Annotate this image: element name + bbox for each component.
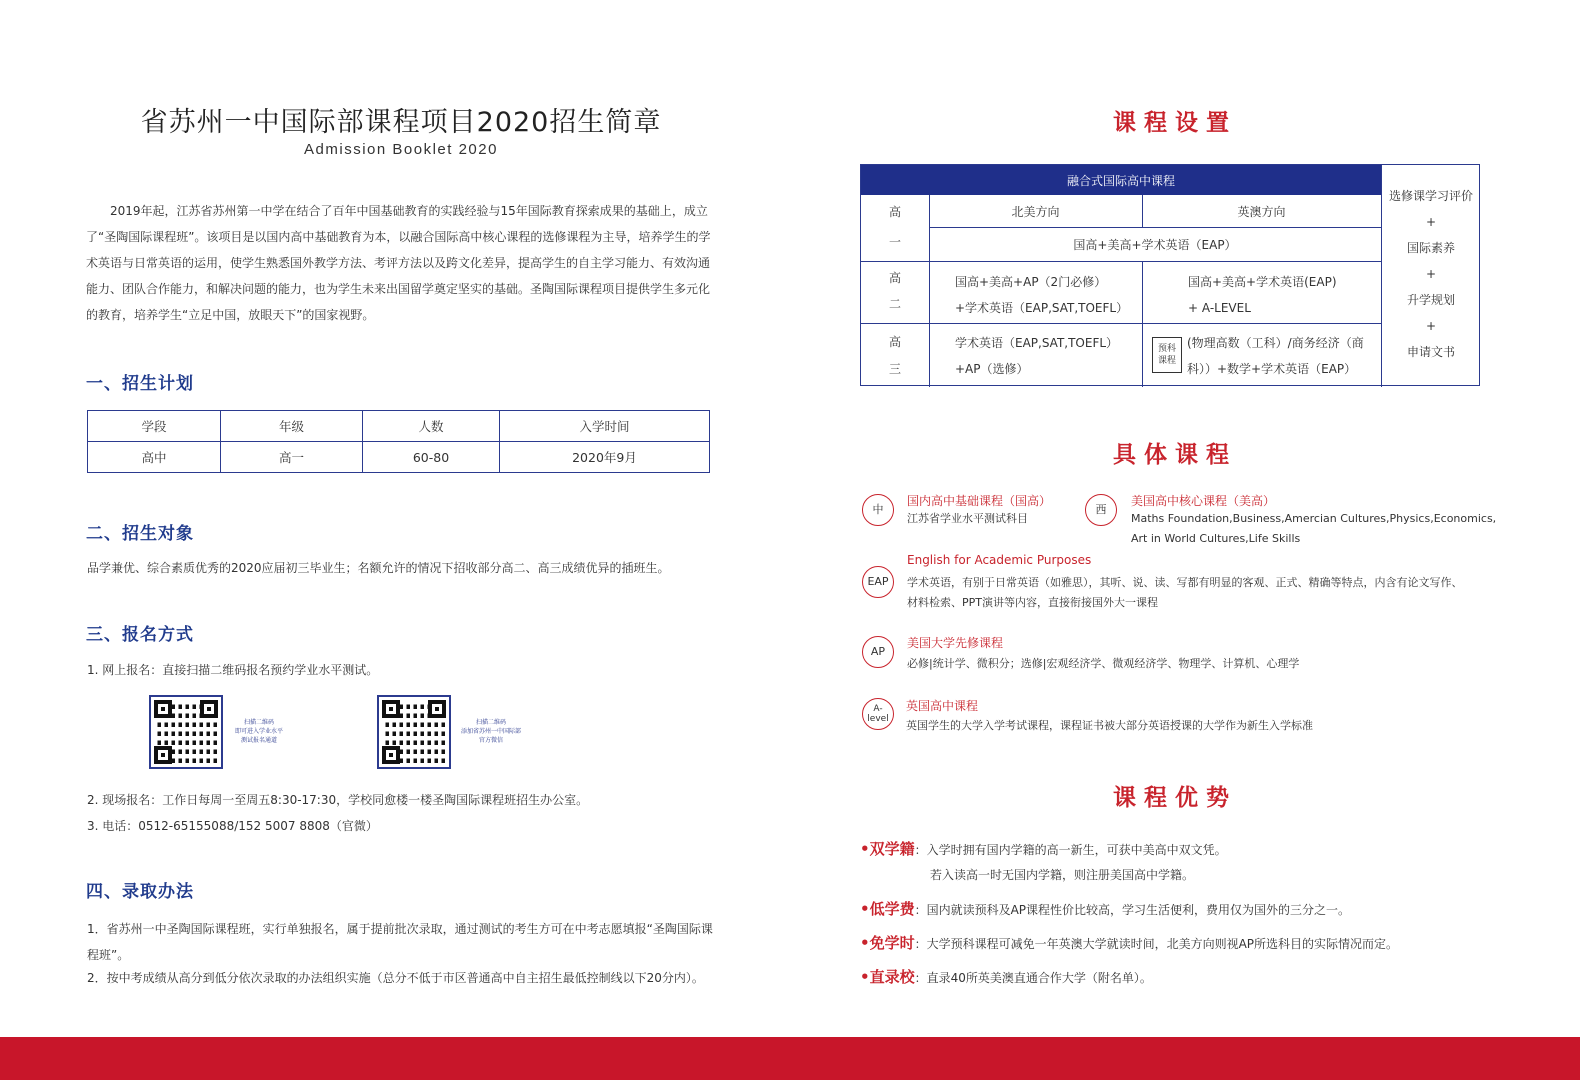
course-title: 国内高中基础课程（国高） xyxy=(907,494,1052,508)
grade3-char1: 高 xyxy=(888,334,901,349)
table-header-cell: 人数 xyxy=(363,411,500,442)
intro-paragraph: 2019年起，江苏省苏州第一中学在结合了百年中国基础教育的实践经验与15年国际教育探索成果的基础上，成立了“圣陶国际课程班”。该项目是以国内高中基础教育为本，以融合国际高中核心课程的选修课程为主导，培养学生的学术英语与日常英语的运用，使学生熟悉国外教学方法、考评方法以及跨文化差异，提高学生的自主学习能力、有效沟通能力、团队合作能力，和解决问题的能力，也为学生未来出国留学奠定坚实的基础。圣陶国际课程项目提供学生多元化的教育，培养学生“立足中国，放眼天下”的国家视野。 xyxy=(86,204,711,322)
page-subtitle: Admission Booklet 2020 xyxy=(304,141,498,158)
course-title: 美国高中核心课程（美高） xyxy=(1131,494,1276,508)
table-cell: 高一 xyxy=(221,442,363,473)
table-header-row xyxy=(88,411,710,442)
grade3-na-track xyxy=(955,330,1118,382)
course-icon-alevel: A- level xyxy=(862,698,894,730)
table-cell: 2020年9月 xyxy=(500,442,710,473)
elective-evaluation-column xyxy=(1382,183,1480,365)
phone-text: 3. 电话：0512-65155088/152 5007 8808（官微） xyxy=(87,819,378,833)
side-item: 升学规划 xyxy=(1406,293,1455,307)
course-desc: 江苏省学业水平测试科目 xyxy=(907,512,1028,525)
section-heading-admission: 四、录取办法 xyxy=(86,882,194,902)
course-icon-western: 西 xyxy=(1085,494,1117,526)
uk-australia-heading: 英澳方向 xyxy=(1237,204,1286,219)
course-icon-domestic: 中 xyxy=(862,494,894,526)
grade1-char2: 一 xyxy=(888,234,901,249)
left-column xyxy=(86,100,716,328)
side-item: + xyxy=(1425,319,1437,333)
side-item: + xyxy=(1425,267,1437,281)
grade3-char2: 三 xyxy=(888,361,901,376)
admission-item-2: 2．按中考成绩从高分到低分依次录取的办法组织实施（总分不低于市区普通高中自主招生最低控制线以下20分内）。 xyxy=(87,971,704,985)
grade3-na-line2: +AP（选修） xyxy=(955,362,1029,376)
section-heading-target: 二、招生对象 xyxy=(86,524,194,544)
target-text: 品学兼优、综合素质优秀的2020应届初三毕业生；名额允许的情况下招收部分高二、高三成绩优异的插班生。 xyxy=(87,561,670,575)
table-cell: 60-80 xyxy=(363,442,500,473)
admission-item-1: 1．省苏州一中圣陶国际课程班，实行单独报名，属于提前批次录取，通过测试的考生方可在中考志愿填报“圣陶国际课程班”。 xyxy=(87,922,713,962)
course-icon-eap: EAP xyxy=(862,566,894,598)
grade2-char2: 二 xyxy=(888,296,901,311)
advantage-key: •直录校 xyxy=(860,968,915,986)
footer-bar xyxy=(0,1037,1580,1080)
prep-course-tag: 预科 课程 xyxy=(1152,337,1182,373)
course-desc: 英国学生的大学入学考试课程，课程证书被大部分英语授课的大学作为新生入学标准 xyxy=(906,719,1313,732)
advantage-text: ：入学时拥有国内学籍的高一新生，可获中美高中双文凭。 xyxy=(914,843,1227,857)
qr2-caption: 扫描二维码 添加省苏州一中国际部 官方微信 xyxy=(460,719,521,744)
advantages-heading: 课程优势 xyxy=(1113,785,1237,811)
online-registration-text: 1. 网上报名：直接扫描二维码报名预约学业水平测试。 xyxy=(87,663,379,677)
course-title: English for Academic Purposes xyxy=(907,553,1092,567)
enrollment-plan-table xyxy=(87,410,710,473)
course-desc: Maths Foundation,Business,Amercian Cultures,Physics,Economics, Art in World Cultures,Life Skills xyxy=(1131,512,1497,545)
side-item: + xyxy=(1425,215,1437,229)
grade3-ua-line1: (物理高数（工科）/商务经济（商 xyxy=(1187,336,1364,350)
table-header-cell: 入学时间 xyxy=(500,411,710,442)
course-desc: 必修|统计学、微积分；选修|宏观经济学、微观经济学、物理学、计算机、心理学 xyxy=(907,657,1300,670)
section-heading-registration: 三、报名方式 xyxy=(86,625,194,645)
side-item: 申请文书 xyxy=(1406,345,1455,359)
advantage-item-continued: 若入读高一时无国内学籍，则注册美国高中学籍。 xyxy=(930,868,1195,882)
table-cell: 高中 xyxy=(88,442,221,473)
grade2-char1: 高 xyxy=(888,270,901,285)
grade2-na-line1: 国高+美高+AP（2门必修） xyxy=(955,275,1107,289)
qr1-caption: 扫描二维码 即可进入学业水平 测试报名通道 xyxy=(234,719,283,744)
advantage-item xyxy=(860,932,1398,953)
course-title: 美国大学先修课程 xyxy=(907,636,1004,650)
advantage-item xyxy=(860,838,1227,859)
side-item: 选修课学习评价 xyxy=(1388,189,1473,203)
course-title: 英国高中课程 xyxy=(906,699,979,713)
course-structure-grid xyxy=(860,164,1480,386)
course-icon-ap: AP xyxy=(862,636,894,668)
grade1-char1: 高 xyxy=(888,204,901,219)
grade1-common-track: 国高+美高+学术英语（EAP） xyxy=(1073,237,1237,252)
onsite-registration-text: 2. 现场报名：工作日每周一至周五8:30-17:30，学校同愈楼一楼圣陶国际课程班招生办公室。 xyxy=(87,793,589,807)
courses-heading: 具体课程 xyxy=(1113,442,1237,468)
advantage-key: •双学籍 xyxy=(860,840,915,858)
grade2-ua-line1: 国高+美高+学术英语(EAP) xyxy=(1188,275,1337,289)
advantage-item xyxy=(860,966,1152,987)
advantage-text: ：国内就读预科及AP课程性价比较高，学习生活便利，费用仅为国外的三分之一。 xyxy=(914,903,1351,917)
table-header-cell: 学段 xyxy=(88,411,221,442)
advantage-key: •低学费 xyxy=(860,900,915,918)
grade2-na-line2: +学术英语（EAP,SAT,TOEFL） xyxy=(955,301,1129,315)
grid-header: 融合式国际高中课程 xyxy=(1066,173,1175,188)
grade2-ua-track xyxy=(1188,269,1337,321)
advantage-text: ：直录40所英美澳直通合作大学（附名单）。 xyxy=(914,971,1152,985)
section-heading-enrollment-plan: 一、招生计划 xyxy=(86,374,194,394)
table-header-cell: 年级 xyxy=(221,411,363,442)
course-setup-heading: 课程设置 xyxy=(1113,110,1237,136)
advantage-key: •免学时 xyxy=(860,934,915,952)
grade2-na-track xyxy=(955,269,1128,321)
page-title: 省苏州一中国际部课程项目2020招生简章 xyxy=(140,107,662,138)
grade3-ua-line2: 科））+数学+学术英语（EAP） xyxy=(1187,362,1357,376)
grade2-ua-line2: + A-LEVEL xyxy=(1188,301,1251,315)
advantage-item xyxy=(860,898,1350,919)
registration-qr-code[interactable] xyxy=(149,695,223,769)
grade3-na-line1: 学术英语（EAP,SAT,TOEFL） xyxy=(955,336,1119,350)
advantage-text: ：大学预科课程可减免一年英澳大学就读时间，北美方向则视AP所选科目的实际情况而定。 xyxy=(914,937,1399,951)
grade3-ua-track xyxy=(1187,330,1364,382)
course-desc: 学术英语，有别于日常英语（如雅思），其听、说、读、写都有明显的客观、正式、精确等特点，内含有论文写作、 材料检索、PPT演讲等内容，直接衔接国外大一课程 xyxy=(907,576,1463,609)
side-item: 国际素养 xyxy=(1406,241,1455,255)
table-row xyxy=(88,442,710,473)
north-america-heading: 北美方向 xyxy=(1011,204,1060,219)
wechat-qr-code[interactable] xyxy=(377,695,451,769)
